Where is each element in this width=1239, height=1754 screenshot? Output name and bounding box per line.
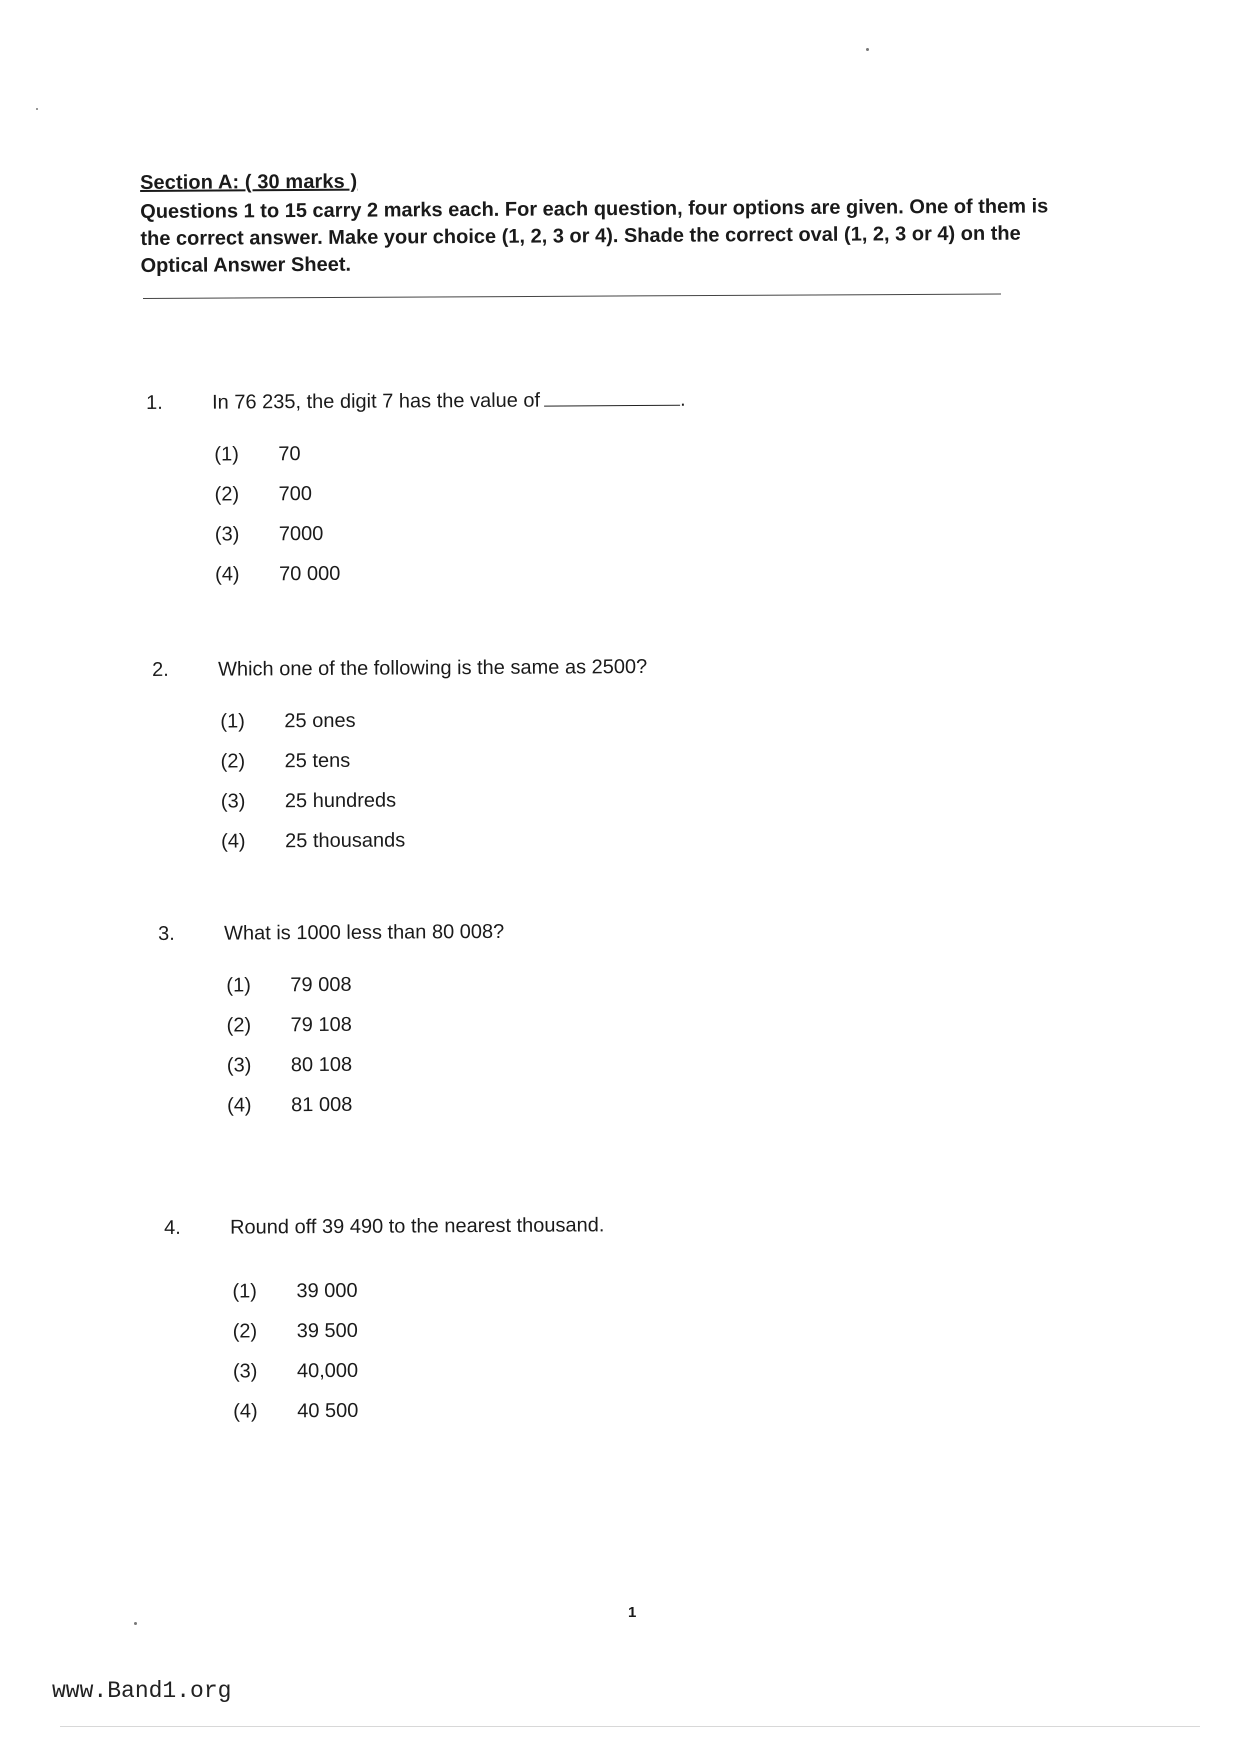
option-value: 39 000	[296, 1279, 358, 1303]
question-stem: In 76 235, the digit 7 has the value of	[211, 389, 541, 414]
option-label: (4)	[227, 1094, 252, 1117]
option-value: 25 hundreds	[284, 789, 397, 813]
footer-url: www.Band1.org	[52, 1678, 232, 1704]
option-label: (3)	[232, 1360, 258, 1383]
scan-speck	[866, 48, 869, 51]
option-list	[226, 973, 353, 1135]
question-number: 2.	[152, 658, 169, 681]
scan-speck	[36, 108, 38, 110]
option-value: 700	[278, 482, 313, 506]
section-instructions: Questions 1 to 15 carry 2 marks each. For each question, four options are given. One of them is the correct answer. Make your choice (1, 2, 3 or 4). Shade the correct oval (1, 2, 3 or 4) on the Optical Answer Sheet.	[140, 195, 1049, 277]
question-number: 4.	[164, 1216, 181, 1239]
option-value: 79 008	[290, 973, 352, 997]
option-value: 79 108	[290, 1013, 352, 1037]
option-list	[214, 443, 341, 604]
scan-edge-line	[60, 1726, 1200, 1727]
header-divider	[143, 294, 1001, 299]
option-label: (3)	[214, 523, 240, 546]
option-value: 40 500	[297, 1399, 359, 1423]
option-label: (1)	[226, 974, 251, 997]
option-label: (3)	[220, 790, 246, 813]
option-value: 40,000	[296, 1359, 359, 1383]
question-text	[212, 389, 686, 415]
option-label: (2)	[226, 1014, 252, 1037]
option-label: (3)	[226, 1054, 252, 1077]
option-value: 25 thousands	[285, 829, 406, 853]
answer-blank	[544, 405, 680, 407]
scan-speck	[134, 1622, 137, 1625]
option-value: 7000	[278, 522, 324, 546]
option-label: (1)	[214, 443, 239, 466]
question-number: 3.	[158, 922, 175, 945]
option-label: (4)	[233, 1400, 258, 1423]
option-value: 25 tens	[284, 749, 351, 773]
option-label: (2)	[214, 483, 240, 506]
option-value: 80 108	[290, 1053, 353, 1077]
option-list	[232, 1279, 359, 1441]
option-label: (1)	[232, 1280, 257, 1303]
option-label: (2)	[220, 750, 246, 773]
option-value: 25 ones	[284, 709, 356, 733]
question-text: Which one of the following is the same as 2500?	[217, 655, 648, 681]
page-number: 1	[628, 1604, 637, 1621]
section-title: Section A: ( 30 marks )	[140, 170, 358, 194]
question-suffix: .	[680, 388, 686, 411]
option-label: (1)	[220, 710, 245, 733]
question-text: What is 1000 less than 80 008?	[223, 920, 505, 945]
option-value: 81 008	[291, 1093, 353, 1117]
question-text: Round off 39 490 to the nearest thousand.	[229, 1214, 605, 1239]
question-number: 1.	[146, 391, 163, 414]
section-header	[140, 166, 1061, 280]
option-label: (4)	[221, 830, 246, 853]
option-list	[220, 709, 406, 871]
option-value: 70	[278, 443, 301, 466]
option-value: 39 500	[296, 1319, 358, 1343]
option-value: 70 000	[279, 562, 341, 586]
option-label: (2)	[232, 1320, 258, 1343]
option-label: (4)	[215, 563, 240, 586]
